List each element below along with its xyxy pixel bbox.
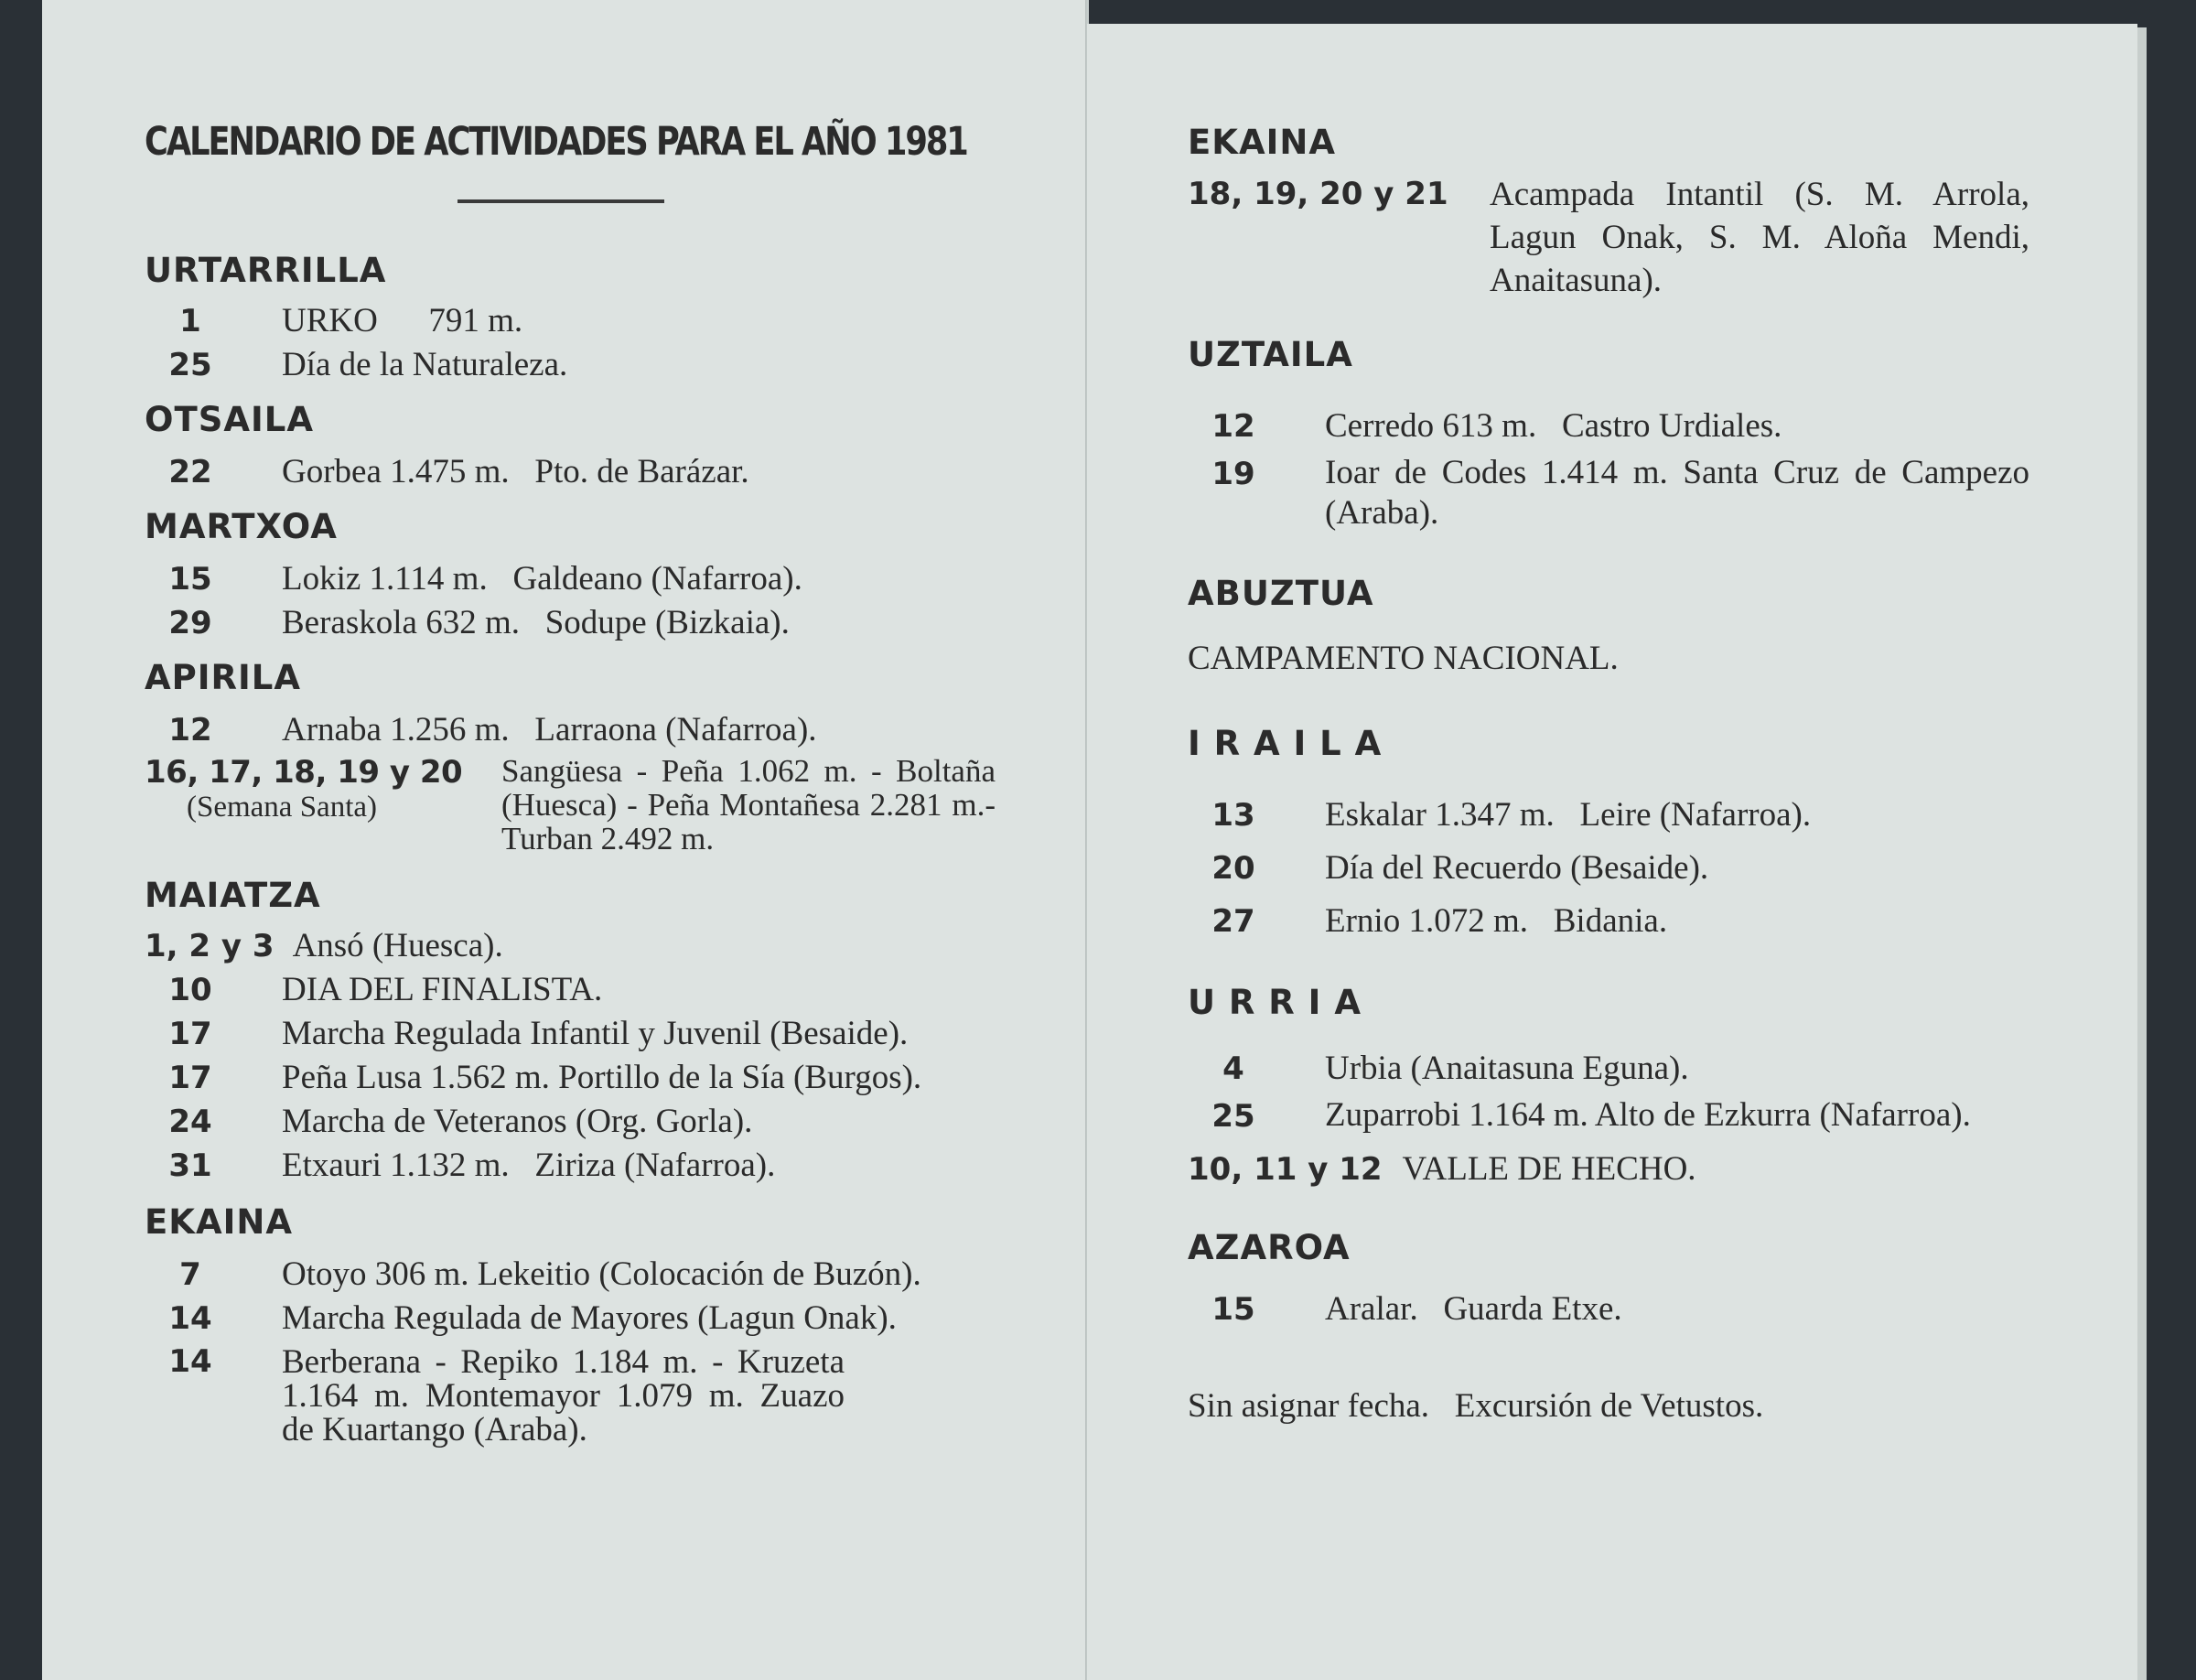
event-text: Marcha Regulada Infantil y Juvenil (Besaide). [282, 1015, 909, 1052]
list-item [145, 754, 1041, 856]
event-day: 17 [168, 1016, 212, 1052]
list-item [1188, 789, 2103, 842]
list-item [1188, 453, 2103, 533]
list-item [1188, 173, 2103, 302]
event-text: Marcha de Veteranos (Org. Gorla). [282, 1103, 753, 1140]
month-heading-martxoa: MARTXOA [145, 507, 338, 546]
event-day: 27 [1211, 903, 1255, 940]
month-heading-urria: U R R I A [1188, 983, 1362, 1022]
list-item [145, 1012, 1041, 1056]
list-item [145, 924, 1041, 968]
event-day: 15 [1211, 1291, 1255, 1328]
month-heading-ekaina: EKAINA [1188, 123, 1336, 162]
event-text: Marcha Regulada de Mayores (Lagun Onak). [282, 1299, 897, 1337]
left-page-content [145, 119, 1041, 1447]
event-day: 12 [1211, 408, 1255, 445]
event-day: 10, 11 y 12 [1188, 1151, 1383, 1188]
event-text: Ansó (Huesca). [292, 927, 503, 964]
page-title: CALENDARIO DE ACTIVIDADES PARA EL AÑO 1981 [145, 119, 967, 165]
list-item [145, 601, 1041, 645]
page-edge [2137, 27, 2147, 1680]
list-item [145, 708, 1041, 752]
month-heading-uztaila: UZTAILA [1188, 335, 1353, 374]
event-day: 15 [168, 561, 212, 598]
event-note: (Semana Santa) [187, 791, 378, 824]
event-text: Berberana - Repiko 1.184 m. - Kruzeta 1.164 m. Montemayor 1.079 m. Zuazo de Kuartango (Araba). [282, 1343, 845, 1448]
event-text: Otoyo 306 m. Lekeitio (Colocación de Buzón). [282, 1255, 921, 1293]
event-day: 22 [168, 454, 212, 490]
list-item [145, 1144, 1041, 1188]
month-heading-apirila: APIRILA [145, 658, 301, 697]
list-item [1188, 1095, 2103, 1138]
event-day: 25 [168, 347, 212, 383]
month-heading-iraila: I R A I L A [1188, 724, 1383, 763]
list-item [1188, 895, 2103, 948]
right-page [1087, 24, 2137, 1680]
event-text: Cerredo 613 m. Castro Urdiales. [1325, 407, 1782, 445]
list-item [145, 968, 1041, 1012]
event-text: Día del Recuerdo (Besaide). [1325, 849, 1709, 887]
event-day: 25 [1211, 1098, 1255, 1135]
month-heading-otsaila: OTSAILA [145, 400, 314, 439]
month-heading-ekaina: EKAINA [145, 1202, 293, 1242]
event-day: 14 [168, 1300, 212, 1337]
event-day: 13 [1211, 797, 1255, 834]
list-item [1188, 1147, 2103, 1191]
list-item [1188, 842, 2103, 895]
right-page-content [1188, 123, 2103, 1426]
list-item [145, 1056, 1041, 1100]
list-item [145, 299, 1041, 343]
event-text: CAMPAMENTO NACIONAL. [1188, 640, 1619, 677]
event-text: Etxauri 1.132 m. Ziriza (Nafarroa). [282, 1147, 776, 1184]
event-day: 31 [168, 1147, 212, 1184]
event-text: Acampada Intantil (S. M. Arrola, Lagun Onak, S. M. Aloña Mendi, Anaitasuna). [1490, 176, 2029, 299]
event-day: 29 [168, 605, 212, 641]
month-heading-azaroa: AZAROA [1188, 1228, 1351, 1267]
event-text: Lokiz 1.114 m. Galdeano (Nafarroa). [282, 560, 802, 598]
event-day: 17 [168, 1060, 212, 1096]
event-text: VALLE DE HECHO. [1402, 1150, 1696, 1188]
event-text: Eskalar 1.347 m. Leire (Nafarroa). [1325, 796, 1812, 834]
list-item [145, 1253, 1041, 1297]
event-day: 10 [168, 972, 212, 1008]
event-day: 4 [1222, 1050, 1244, 1087]
month-heading-urtarrilla: URTARRILLA [145, 251, 387, 290]
event-day: 7 [179, 1256, 201, 1293]
event-text: Urbia (Anaitasuna Eguna). [1325, 1050, 1689, 1087]
event-text: Arnaba 1.256 m. Larraona (Nafarroa). [282, 711, 817, 748]
event-text: Zuparrobi 1.164 m. Alto de Ezkurra (Nafarroa). [1325, 1096, 1971, 1134]
list-item [145, 557, 1041, 601]
event-day: 14 [168, 1343, 212, 1380]
list-item [1188, 1287, 2103, 1331]
event-day: 18, 19, 20 y 21 [1188, 176, 1448, 212]
list-item [145, 1297, 1041, 1341]
event-text: DIA DEL FINALISTA. [282, 971, 603, 1008]
event-day: 1, 2 y 3 [145, 928, 274, 964]
event-day: 16, 17, 18, 19 y 20 [145, 754, 463, 791]
event-text: Día de la Naturaleza. [282, 346, 568, 383]
event-text: Sangüesa - Peña 1.062 m. - Boltaña (Huesca) - Peña Montañesa 2.281 m.-Turban 2.492 m. [501, 753, 996, 856]
month-heading-maiatza: MAIATZA [145, 876, 321, 915]
month-heading-abuztua: ABUZTUA [1188, 574, 1374, 613]
event-text: Peña Lusa 1.562 m. Portillo de la Sía (Burgos). [282, 1059, 922, 1096]
title-divider [458, 199, 664, 203]
left-page [42, 0, 1087, 1680]
event-text: Gorbea 1.475 m. Pto. de Barázar. [282, 453, 749, 490]
event-text: Ernio 1.072 m. Bidania. [1325, 902, 1668, 940]
event-day: 12 [168, 712, 212, 748]
event-text: URKO 791 m. [282, 302, 523, 339]
event-text: Beraskola 632 m. Sodupe (Bizkaia). [282, 604, 790, 641]
event-day: 1 [179, 303, 201, 339]
event-day: 24 [168, 1104, 212, 1140]
list-item [145, 1100, 1041, 1144]
event-text: Aralar. Guarda Etxe. [1325, 1290, 1622, 1328]
event-text: Ioar de Codes 1.414 m. Santa Cruz de Campezo (Araba). [1325, 454, 2029, 532]
list-item [1188, 400, 2103, 453]
event-day: 19 [1211, 456, 1255, 492]
footer-note: Sin asignar fecha. Excursión de Vetustos. [1188, 1387, 1764, 1425]
list-item [145, 450, 1041, 494]
list-item [145, 1341, 1041, 1447]
list-item [1188, 1042, 2103, 1095]
list-item [145, 343, 1041, 387]
event-day: 20 [1211, 850, 1255, 887]
